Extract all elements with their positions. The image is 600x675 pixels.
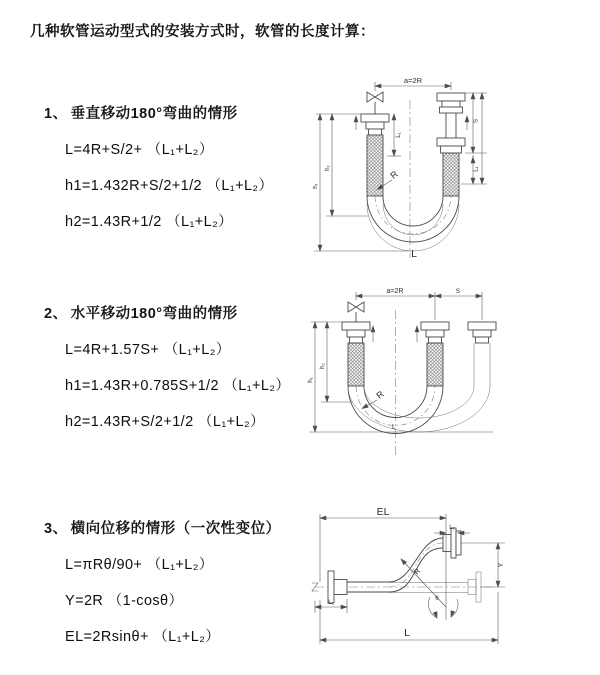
formula-length: L=4R+1.57S+ （L₁+L₂） <box>65 342 231 358</box>
formula-el: EL=2Rsinθ+ （L₁+L₂） <box>65 629 221 645</box>
hose-u-bend <box>367 196 459 251</box>
dim-label-r: R <box>411 566 423 577</box>
movement-arrow-right <box>465 116 469 130</box>
dim-label-y: Y <box>498 562 505 568</box>
section-heading-text: 横向位移的情形（一次性变位） <box>70 521 281 537</box>
section-heading <box>44 517 281 538</box>
valve-icon <box>367 92 383 114</box>
dim-label-l: L <box>404 627 410 639</box>
dim-label-a2r: a=2R <box>403 76 423 85</box>
diagram-vertical-movement-180-bend <box>310 66 590 261</box>
hose-u-bend <box>348 386 490 434</box>
section-number: 1、 <box>44 106 68 122</box>
diagram-horizontal-movement-180-bend <box>305 280 590 465</box>
dim-label-h2: h₂ <box>319 363 326 369</box>
formula-h2: h2=1.43R+1/2 （L₁+L₂） <box>65 214 234 230</box>
dim-label-r: R <box>374 388 386 401</box>
page-title: 几种软管运动型式的安装方式时，软管的长度计算： <box>30 24 375 40</box>
dim-label-l1-right: L₁ <box>472 166 480 172</box>
formula-h2: h2=1.43R+S/2+1/2 （L₁+L₂） <box>65 414 265 430</box>
formula-length: L=4R+S/2+ （L₁+L₂） <box>65 142 214 158</box>
braided-hose-left <box>348 343 364 386</box>
left-flange-fitting <box>342 322 370 343</box>
center-flange-fitting <box>421 322 449 343</box>
dim-label-l: L <box>392 424 396 431</box>
section-vertical-movement <box>44 102 273 246</box>
dimension-a2r-s <box>356 292 482 320</box>
formula-length: L=πRθ/90+ （L₁+L₂） <box>65 557 214 573</box>
braided-hose-right <box>443 153 459 196</box>
section-heading-text: 水平移动180°弯曲的情形 <box>70 306 238 322</box>
section-number: 2、 <box>44 306 68 322</box>
section-heading <box>44 102 273 123</box>
dimension-el <box>320 514 446 620</box>
movement-arrows <box>371 326 419 342</box>
formula-h1: h1=1.432R+S/2+1/2 （L₁+L₂） <box>65 178 274 194</box>
right-flange-fitting-ghost <box>468 322 496 386</box>
section-lateral-displacement <box>44 517 281 661</box>
dim-label-l1-top: L₁ <box>449 524 455 531</box>
dim-label-h1: h₁ <box>312 183 319 189</box>
dim-label-s: S <box>455 288 461 295</box>
dim-label-r: R <box>388 168 400 181</box>
section-heading <box>44 302 290 323</box>
valve-icon <box>348 302 364 322</box>
dim-label-l: L <box>411 248 417 260</box>
dim-label-l1-bottom: L₁ <box>328 599 334 606</box>
section-heading-text: 垂直移动180°弯曲的情形 <box>70 106 238 122</box>
formula-h1: h1=1.43R+0.785S+1/2 （L₁+L₂） <box>65 378 291 394</box>
dim-label-l1-left: L₁ <box>395 132 402 138</box>
dim-label-a2r: a=2R <box>386 288 404 295</box>
dimension-heights <box>309 322 493 432</box>
braided-hose-center <box>427 343 443 386</box>
dim-label-theta: θ <box>435 595 439 602</box>
formula-y: Y=2R （1-cosθ） <box>65 593 184 609</box>
dim-label-s: S <box>472 118 480 124</box>
left-flange-fitting <box>361 114 389 135</box>
right-flange-fitting <box>437 93 465 153</box>
dim-label-h2: h₂ <box>324 165 331 171</box>
dim-label-h1: h₁ <box>307 377 314 383</box>
section-number: 3、 <box>44 521 68 537</box>
angle-theta-arcs <box>428 597 458 619</box>
dim-label-el: EL <box>376 506 390 518</box>
movement-arrow-left <box>354 116 358 130</box>
hose-s-curve <box>347 538 443 592</box>
section-horizontal-movement <box>44 302 290 446</box>
diagram-lateral-displacement <box>295 500 600 665</box>
